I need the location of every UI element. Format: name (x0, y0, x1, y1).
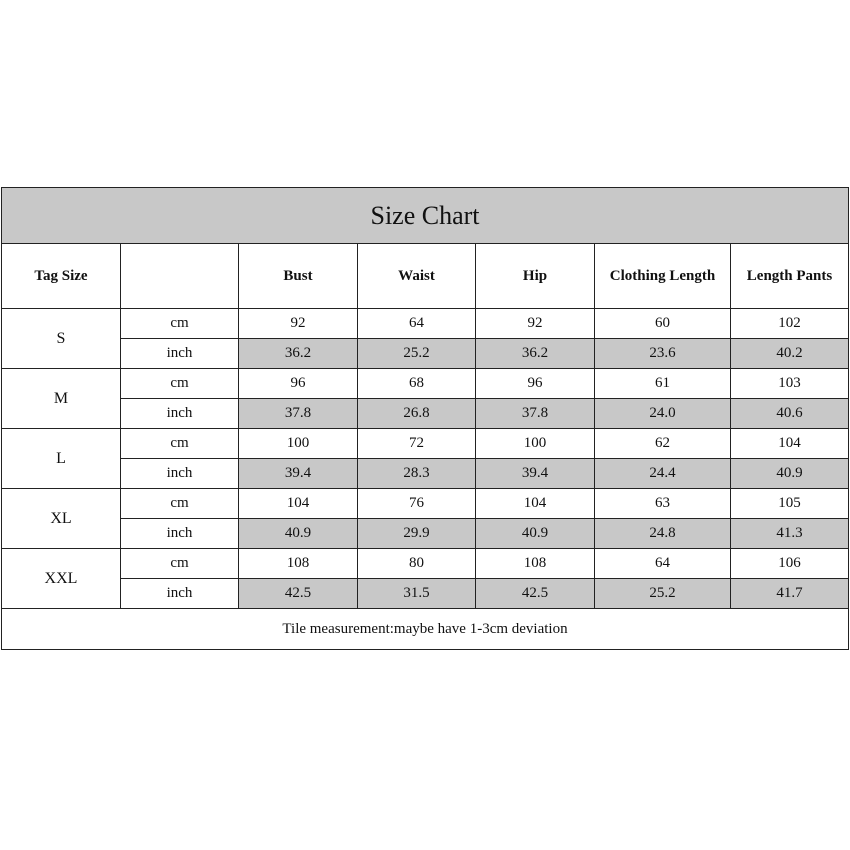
header-clothing-length: Clothing Length (595, 244, 731, 309)
length-pants-value: 40.9 (731, 459, 849, 489)
unit-cell: cm (121, 489, 239, 519)
length-pants-value: 40.6 (731, 399, 849, 429)
bust-value: 39.4 (239, 459, 358, 489)
clothing-length-value: 64 (595, 549, 731, 579)
hip-value: 96 (476, 369, 595, 399)
tag-size-cell: L (2, 429, 121, 489)
tag-size-cell: M (2, 369, 121, 429)
length-pants-value: 103 (731, 369, 849, 399)
length-pants-value: 102 (731, 309, 849, 339)
length-pants-value: 41.7 (731, 579, 849, 609)
unit-cell: inch (121, 519, 239, 549)
measurement-note: Tile measurement:maybe have 1-3cm deviation (2, 609, 849, 650)
waist-value: 29.9 (358, 519, 476, 549)
bust-value: 42.5 (239, 579, 358, 609)
hip-value: 42.5 (476, 579, 595, 609)
table-row (2, 399, 849, 429)
note-row (2, 609, 849, 650)
length-pants-value: 104 (731, 429, 849, 459)
unit-cell: inch (121, 459, 239, 489)
waist-value: 31.5 (358, 579, 476, 609)
bust-value: 37.8 (239, 399, 358, 429)
header-hip: Hip (476, 244, 595, 309)
hip-value: 104 (476, 489, 595, 519)
unit-cell: cm (121, 309, 239, 339)
bust-value: 92 (239, 309, 358, 339)
unit-cell: cm (121, 549, 239, 579)
tag-size-cell: S (2, 309, 121, 369)
table-row (2, 309, 849, 339)
waist-value: 28.3 (358, 459, 476, 489)
table-row (2, 459, 849, 489)
clothing-length-value: 24.8 (595, 519, 731, 549)
bust-value: 108 (239, 549, 358, 579)
size-chart-table (1, 187, 849, 650)
unit-cell: inch (121, 339, 239, 369)
header-bust: Bust (239, 244, 358, 309)
clothing-length-value: 62 (595, 429, 731, 459)
chart-title: Size Chart (2, 188, 849, 244)
hip-value: 40.9 (476, 519, 595, 549)
unit-cell: cm (121, 369, 239, 399)
tag-size-cell: XXL (2, 549, 121, 609)
clothing-length-value: 61 (595, 369, 731, 399)
waist-value: 72 (358, 429, 476, 459)
header-unit (121, 244, 239, 309)
table-row (2, 489, 849, 519)
table-row (2, 339, 849, 369)
clothing-length-value: 63 (595, 489, 731, 519)
bust-value: 100 (239, 429, 358, 459)
clothing-length-value: 24.4 (595, 459, 731, 489)
hip-value: 92 (476, 309, 595, 339)
clothing-length-value: 60 (595, 309, 731, 339)
hip-value: 37.8 (476, 399, 595, 429)
hip-value: 100 (476, 429, 595, 459)
header-waist: Waist (358, 244, 476, 309)
bust-value: 96 (239, 369, 358, 399)
unit-cell: inch (121, 399, 239, 429)
clothing-length-value: 23.6 (595, 339, 731, 369)
header-row (2, 244, 849, 309)
header-tag-size: Tag Size (2, 244, 121, 309)
length-pants-value: 40.2 (731, 339, 849, 369)
waist-value: 76 (358, 489, 476, 519)
waist-value: 80 (358, 549, 476, 579)
waist-value: 26.8 (358, 399, 476, 429)
unit-cell: cm (121, 429, 239, 459)
table-row (2, 519, 849, 549)
waist-value: 68 (358, 369, 476, 399)
table-row (2, 579, 849, 609)
tag-size-cell: XL (2, 489, 121, 549)
title-row (2, 188, 849, 244)
bust-value: 36.2 (239, 339, 358, 369)
clothing-length-value: 25.2 (595, 579, 731, 609)
bust-value: 104 (239, 489, 358, 519)
header-length-pants: Length Pants (731, 244, 849, 309)
table-row (2, 369, 849, 399)
length-pants-value: 106 (731, 549, 849, 579)
unit-cell: inch (121, 579, 239, 609)
bust-value: 40.9 (239, 519, 358, 549)
length-pants-value: 105 (731, 489, 849, 519)
table-row (2, 429, 849, 459)
hip-value: 39.4 (476, 459, 595, 489)
hip-value: 36.2 (476, 339, 595, 369)
hip-value: 108 (476, 549, 595, 579)
table-row (2, 549, 849, 579)
length-pants-value: 41.3 (731, 519, 849, 549)
waist-value: 64 (358, 309, 476, 339)
waist-value: 25.2 (358, 339, 476, 369)
clothing-length-value: 24.0 (595, 399, 731, 429)
